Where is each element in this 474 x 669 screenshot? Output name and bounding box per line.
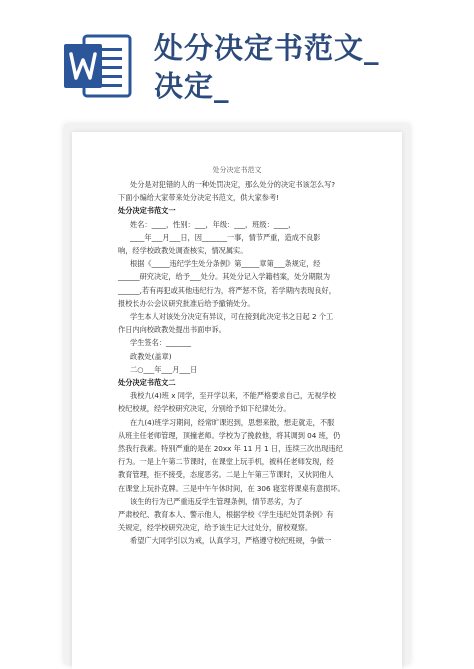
document-line: 教育管理，拒不接受，态度恶劣。二是上午第三节课时，又伙同他人: [118, 470, 334, 480]
document-line: ______,若有再犯或其他违纪行为，将严惩不贷，若学期内表现良好，: [118, 285, 336, 295]
document-title: 处分决定书范文: [212, 166, 262, 174]
document-line: ______研究决定，给予___处分。其处分记入学籍档案，处分期限为: [118, 272, 331, 282]
document-line: 该生的行为已严重违反学生管理条例，情节恶劣，为了: [130, 496, 303, 506]
document-line: 在课堂上玩扑克牌。三是中午午休时间，在 306 寝室将课桌有意损坏。: [118, 483, 345, 493]
section-heading: 处分决定书范文二: [118, 378, 176, 387]
page-title-line-2: 决定_: [154, 69, 230, 103]
document-line: 我校九(4)班 x 同学，至开学以来，不能严格要求自己，无视学校: [130, 391, 336, 401]
document-line: 根据《_____违纪学生处分条例》第_____章第___条规定，经: [130, 259, 321, 269]
document-line: 姓名：____，性别：___，年级：___，班级：____，: [130, 219, 296, 229]
document-line: 关规定，经学校研究决定，给予该生记大过处分，留校观察。: [118, 523, 313, 533]
document-line: ____年___月___日，因_______一事，情节严重，造成不良影: [130, 232, 321, 242]
document-line: 处分是对犯错的人的一种处罚决定，那么处分的决定书该怎么写?: [130, 180, 336, 189]
document-line: 校纪校规，经学校研究决定，分别给予如下纪律处分。: [118, 404, 291, 414]
word-icon: [62, 32, 132, 100]
page-title-line-1: 处分决定书范文_: [154, 31, 380, 65]
document-line: 学生本人对该处分决定有异议，可在接到此决定书之日起 2 个工: [130, 312, 334, 321]
document-line: 政教处(盖章): [130, 351, 172, 361]
document-line: 二○___年___月___日: [130, 364, 198, 374]
document-line: 希望广大同学引以为戒，认真学习，严格遵守校纪班规，争做一: [130, 536, 332, 546]
section-heading: 处分决定书范文一: [118, 206, 176, 216]
document-line: 响，经学校政教处调查核实，情况属实。: [118, 246, 248, 255]
document-line: 行为。一是上午第二节课时，在课堂上玩手机，被科任老师发现，经: [118, 457, 334, 467]
document-banner: [0, 0, 474, 112]
document-line: 从班主任老师管理，顶撞老师。学校为了挽救他，将其调到 04 班，仍: [118, 430, 341, 440]
document-line: 作日内向校政教处提出书面申诉。: [118, 325, 226, 335]
document-line: 报校长办公会议研究批准后给予撤销处分。: [118, 298, 255, 308]
document-line: 下面小编给大家带来处分决定书范文，供大家参考!: [118, 193, 280, 203]
document-line: 在九(4)班学习期间，经常旷课迟到，思想来散，想走就走，不服: [130, 417, 335, 427]
document-page: [72, 132, 402, 669]
document-line: 严肃校纪、教育本人、警示他人，根据学校《学生违纪处罚条例》有: [118, 510, 334, 519]
document-line: 然我行我素。特别严重的是在 20xx 年 11 月 1 日，连续三次出现违纪: [118, 444, 343, 453]
document-line: 学生签名：_______: [130, 338, 192, 348]
